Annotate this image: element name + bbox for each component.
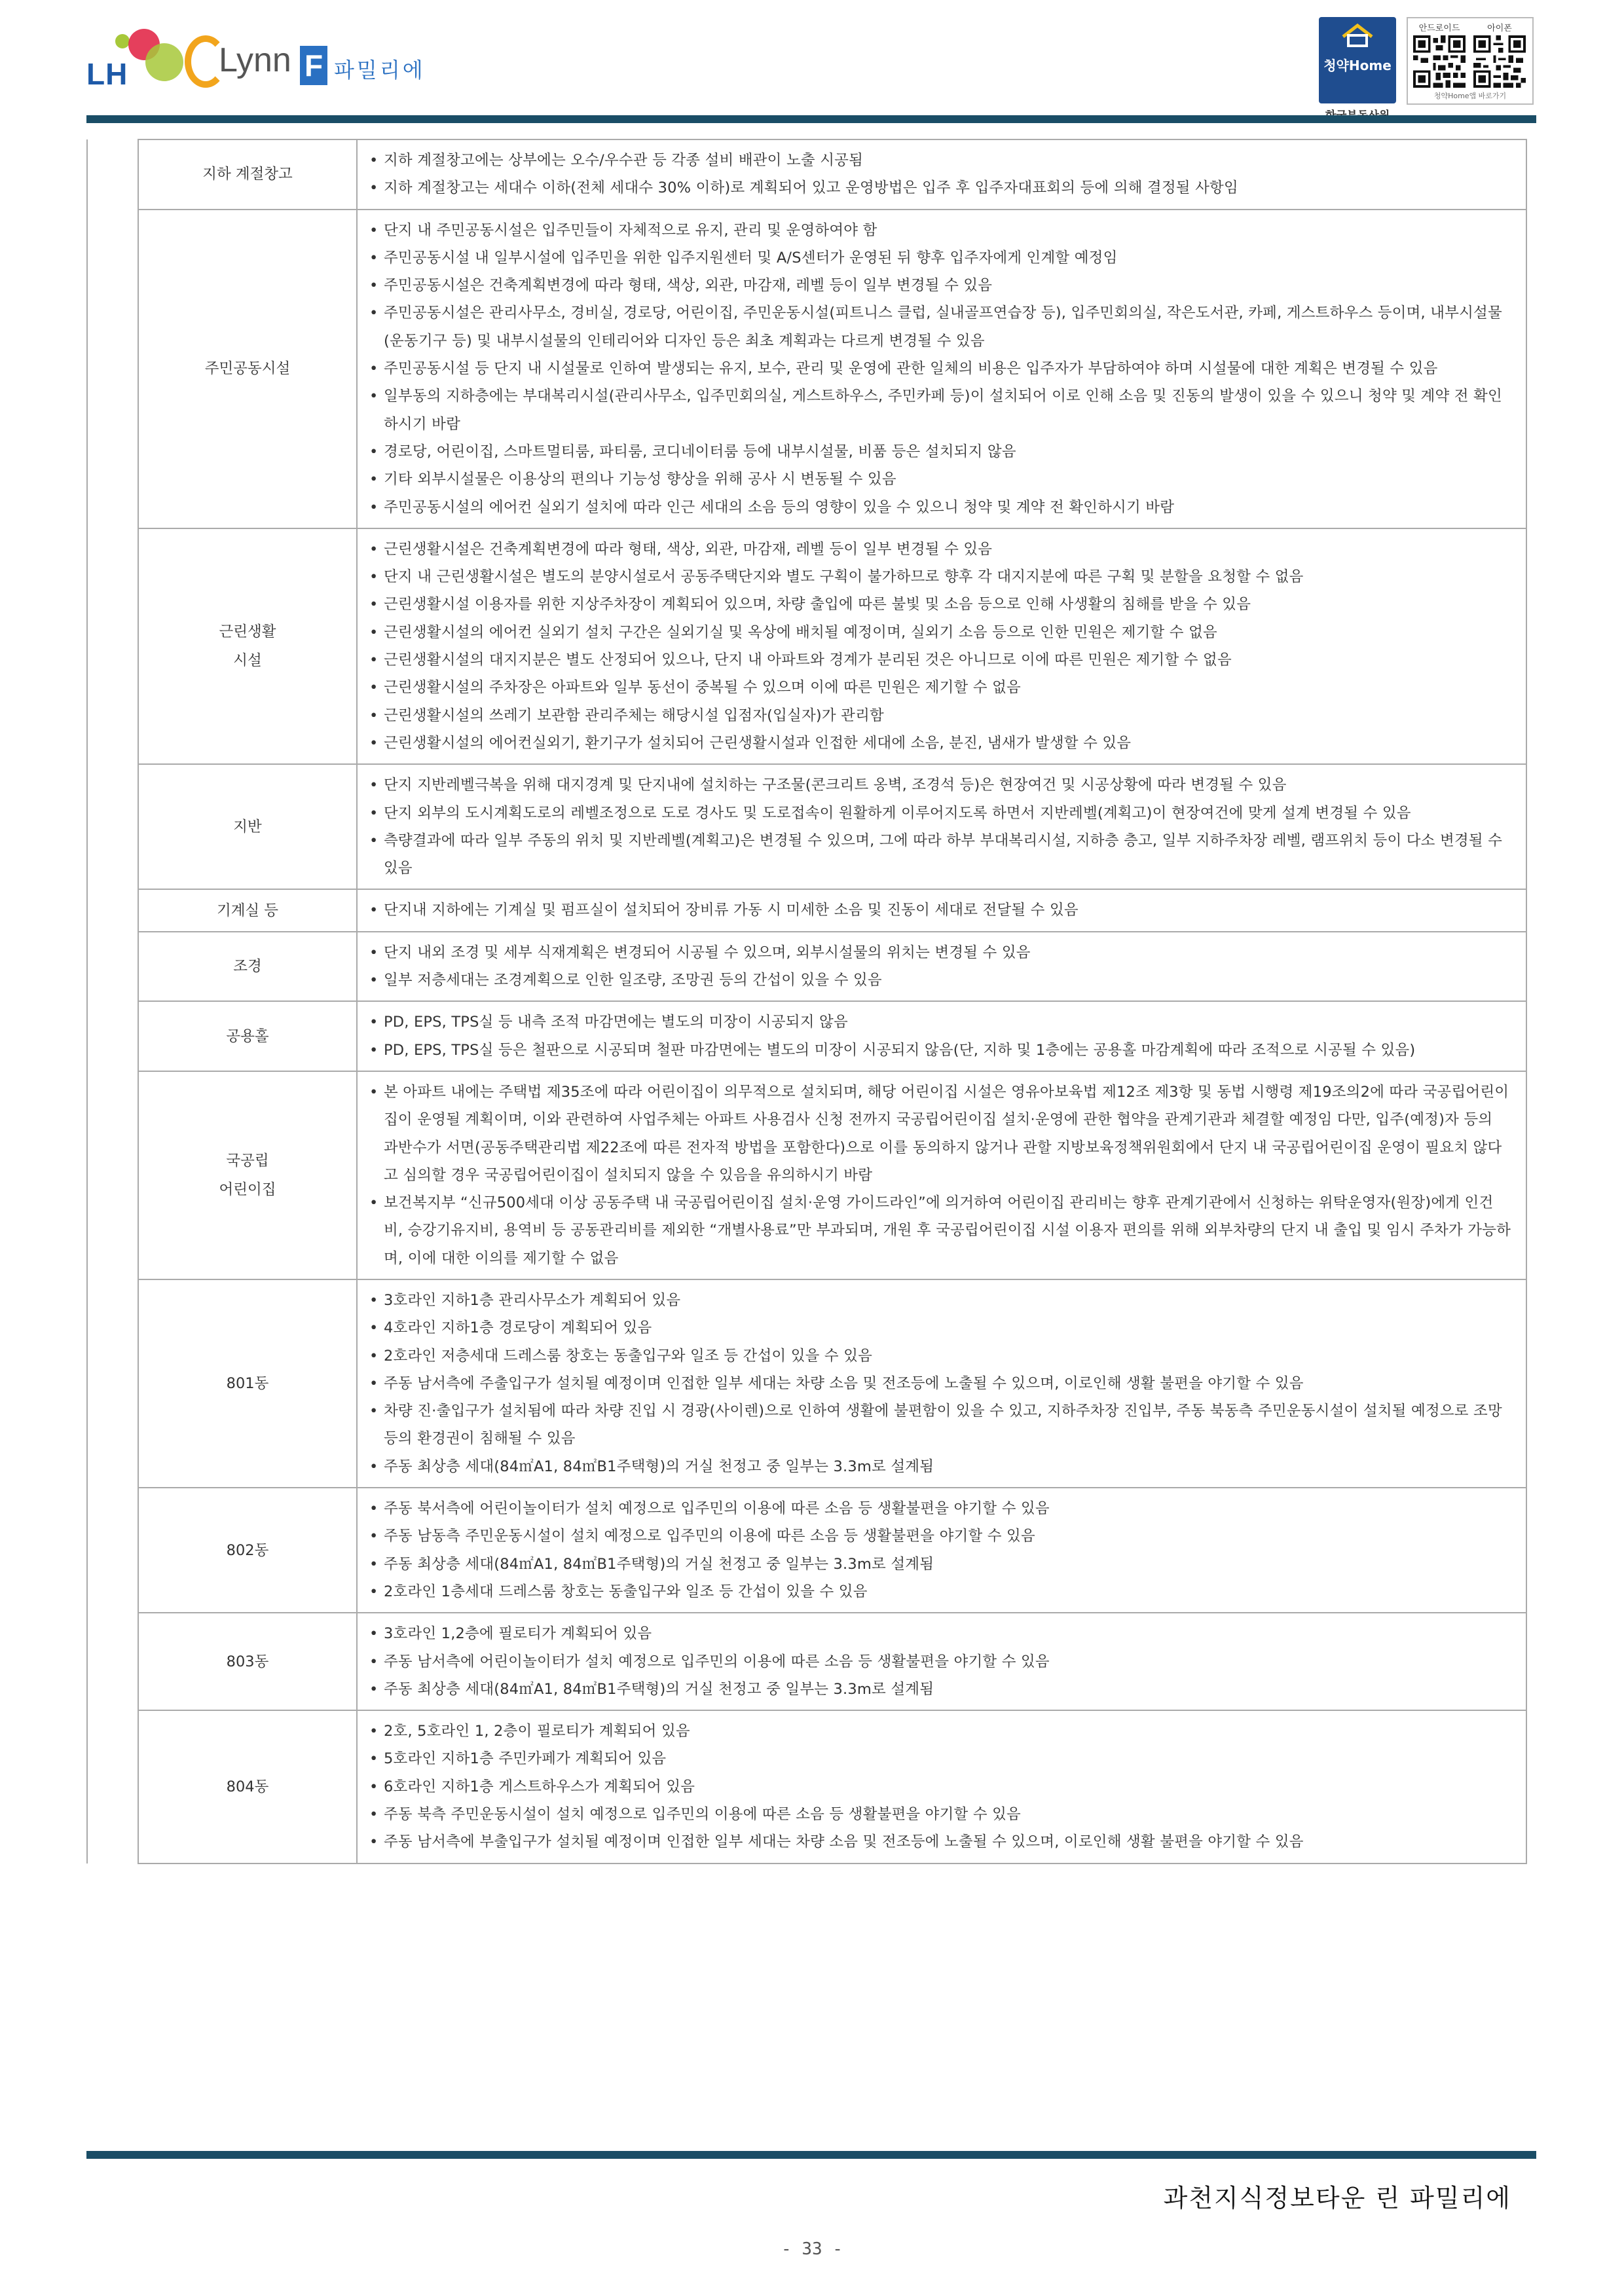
section-category	[138, 932, 357, 1002]
section-body	[357, 210, 1526, 528]
lh-logo-dot	[115, 34, 130, 48]
notice-item: • 주민공동시설은 건축계획변경에 따라 형태, 색상, 외관, 마감재, 레벨 등이 일부 변경될 수 있음	[369, 272, 1511, 299]
notice-item: • 기타 외부시설물은 이용상의 편의나 기능성 향상을 위해 공사 시 변동될 수 있음	[369, 466, 1511, 493]
notice-item: • 2호라인 저층세대 드레스룸 창호는 동출입구와 일조 등 간섭이 있을 수 있음	[369, 1342, 1511, 1370]
notice-item: • 주동 최상층 세대(84㎡A1, 84㎡B1주택형)의 거실 천정고 중 일부는 3.3m로 설계됨	[369, 1676, 1511, 1703]
lh-logo	[86, 29, 191, 94]
section-category	[138, 139, 357, 210]
family-logo-mark: F	[300, 46, 327, 85]
notice-section-row	[87, 1071, 1526, 1279]
notice-item-list	[369, 217, 1511, 521]
section-category	[138, 1279, 357, 1488]
notice-item: • 단지내 지하에는 기계실 및 펌프실이 설치되어 장비류 가동 시 미세한 소음 및 진동이 세대로 전달될 수 있음	[369, 896, 1511, 924]
notice-item: • 측량결과에 따라 일부 주동의 위치 및 지반레벨(계획고)은 변경될 수 있으며, 그에 따라 하부 부대복리시설, 지하층 층고, 일부 지하주차장 레벨, 램프위치 등이 다소 변경될 수 있음	[369, 827, 1511, 883]
footer-rule	[86, 2151, 1536, 2159]
cheongyak-home-label: 청약Home	[1323, 58, 1392, 73]
section-category-label: 근린생활 시설	[219, 623, 276, 670]
notice-section-row	[87, 1279, 1526, 1488]
notice-item: • 주민공동시설 내 일부시설에 입주민을 위한 입주지원센터 및 A/S센터가 운영된 뒤 향후 입주자에게 인계할 예정임	[369, 244, 1511, 272]
section-category-label: 803동	[226, 1653, 269, 1670]
section-body	[357, 1001, 1526, 1071]
notice-item: • 단지 외부의 도시계획도로의 레벨조정으로 도로 경사도 및 도로접속이 원활하게 이루어지도록 하면서 지반레벨(계획고)이 현장여건에 맞게 설계 변경될 수 있음	[369, 799, 1511, 827]
section-body	[357, 139, 1526, 210]
page-number: - 33 -	[781, 2239, 843, 2259]
notice-item: • 경로당, 어린이집, 스마트멀티룸, 파티룸, 코디네이터룸 등에 내부시설물, 비품 등은 설치되지 않음	[369, 438, 1511, 466]
family-logo	[300, 46, 431, 92]
section-category	[138, 210, 357, 528]
section-body	[357, 1488, 1526, 1613]
notice-item: • 주동 남서측에 주출입구가 설치될 예정이며 인접한 일부 세대는 차량 소음 및 전조등에 노출될 수 있으며, 이로인해 생활 불편을 야기할 수 있음	[369, 1370, 1511, 1397]
section-category	[138, 1071, 357, 1279]
notice-item: • 지하 계절창고는 세대수 이하(전체 세대수 30% 이하)로 계획되어 있고 운영방법은 입주 후 입주자대표회의 등에 의해 결정될 사항임	[369, 174, 1511, 202]
notice-item: • 근린생활시설 이용자를 위한 지상주차장이 계획되어 있으며, 차량 출입에 따른 불빛 및 소음 등으로 인해 사생활의 침해를 받을 수 있음	[369, 591, 1511, 618]
notice-item: • 주민공동시설은 관리사무소, 경비실, 경로당, 어린이집, 주민운동시설(피트니스 클럽, 실내골프연습장 등), 입주민회의실, 작은도서관, 카페, 게스트하우스 등이며, 내부시설물(운동기구 등) 및 내부시설물의 인테리어와 디자인 등은 최초 계획과는 다르게 변경될 수 있음	[369, 299, 1511, 355]
app-qr-codes	[1407, 17, 1534, 105]
notice-item: • 주민공동시설의 에어컨 실외기 설치에 따라 인근 세대의 소음 등의 영향이 있을 수 있으니 청약 및 계약 전 확인하시기 바람	[369, 494, 1511, 521]
section-category	[138, 1001, 357, 1071]
notice-item: • 지하 계절창고에는 상부에는 오수/우수관 등 각종 설비 배관이 노출 시공됨	[369, 147, 1511, 174]
lynn-logo-text: Lynn	[219, 41, 291, 79]
qr-ios-label: 아이폰	[1487, 24, 1512, 33]
notice-item: • 주동 북측 주민운동시설이 설치 예정으로 입주민의 이용에 따른 소음 등 생활불편을 야기할 수 있음	[369, 1801, 1511, 1828]
notice-item-list	[369, 536, 1511, 757]
notice-item: • 주동 남서측에 부출입구가 설치될 예정이며 인접한 일부 세대는 차량 소음 및 전조등에 노출될 수 있으며, 이로인해 생활 불편을 야기할 수 있음	[369, 1828, 1511, 1856]
notice-item: • 근린생활시설의 쓰레기 보관함 관리주체는 해당시설 입점자(입실자)가 관리함	[369, 702, 1511, 729]
notice-item-list	[369, 939, 1511, 995]
section-body	[357, 1613, 1526, 1710]
notice-item: • 단지 내 근린생활시설은 별도의 분양시설로서 공동주택단지와 별도 구획이 불가하므로 향후 각 대지지분에 따른 구획 및 분할을 요청할 수 없음	[369, 563, 1511, 591]
notice-item: • 주민공동시설 등 단지 내 시설물로 인하여 발생되는 유지, 보수, 관리 및 운영에 관한 일체의 비용은 입주자가 부담하여야 하며 시설물에 대한 계획은 변경될 수 있음	[369, 355, 1511, 382]
section-category-label: 지하 계절창고	[202, 166, 293, 183]
notice-item: • 주동 남서측에 어린이놀이터가 설치 예정으로 입주민의 이용에 따른 소음 등 생활불편을 야기할 수 있음	[369, 1648, 1511, 1676]
section-body	[357, 1279, 1526, 1488]
section-category	[138, 889, 357, 931]
notice-item-list	[369, 1620, 1511, 1703]
qr-code-android-icon[interactable]	[1413, 35, 1466, 88]
section-category-label: 지반	[233, 818, 262, 835]
section-category	[138, 1488, 357, 1613]
section-body	[357, 889, 1526, 931]
notice-item-list	[369, 1717, 1511, 1856]
notice-item-list	[369, 771, 1511, 882]
section-category	[138, 764, 357, 889]
lynn-logo	[185, 26, 309, 98]
notice-item: • 주동 남동측 주민운동시설이 설치 예정으로 입주민의 이용에 따른 소음 등 생활불편을 야기할 수 있음	[369, 1522, 1511, 1550]
notice-item: • 일부동의 지하층에는 부대복리시설(관리사무소, 입주민회의실, 게스트하우스, 주민카페 등)이 설치되어 이로 인해 소음 및 진동의 발생이 있을 수 있으니 청약 및 계약 전 확인하시기 바람	[369, 382, 1511, 438]
notice-item: • 5호라인 지하1층 주민카페가 계획되어 있음	[369, 1745, 1511, 1772]
notice-section-row	[87, 1488, 1526, 1613]
section-category-label: 기계실 등	[216, 902, 279, 919]
section-category	[138, 1710, 357, 1863]
notice-item: • 근린생활시설의 에어컨 실외기 설치 구간은 실외기실 및 옥상에 배치될 예정이며, 실외기 소음 등으로 인한 민원은 제기할 수 없음	[369, 619, 1511, 646]
family-logo-text: 파밀리에	[334, 58, 426, 83]
section-body	[357, 932, 1526, 1002]
section-body	[357, 1071, 1526, 1279]
notice-item: • 주동 최상층 세대(84㎡A1, 84㎡B1주택형)의 거실 천정고 중 일부는 3.3m로 설계됨	[369, 1453, 1511, 1480]
section-category	[138, 1613, 357, 1710]
notice-item: • 근린생활시설의 주차장은 아파트와 일부 동선이 중복될 수 있으며 이에 따른 민원은 제기할 수 없음	[369, 674, 1511, 701]
section-body	[357, 528, 1526, 764]
section-category	[138, 528, 357, 764]
page-header	[0, 0, 1624, 131]
notice-item: • PD, EPS, TPS실 등은 철판으로 시공되며 철판 마감면에는 별도의 미장이 시공되지 않음(단, 지하 및 1층에는 공용홀 마감계획에 따라 조적으로 시공될 수 있음)	[369, 1037, 1511, 1064]
notice-item: • 일부 저층세대는 조경계획으로 인한 일조량, 조망권 등의 간섭이 있을 수 있음	[369, 966, 1511, 994]
notice-item: • 단지 지반레벨극복을 위해 대지경계 및 단지내에 설치하는 구조물(콘크리트 옹벽, 조경석 등)은 현장여건 및 시공상황에 따라 변경될 수 있음	[369, 771, 1511, 799]
notice-section-row	[87, 210, 1526, 528]
section-body	[357, 764, 1526, 889]
notice-section-row	[87, 932, 1526, 1002]
notice-item: • 주동 최상층 세대(84㎡A1, 84㎡B1주택형)의 거실 천정고 중 일부는 3.3m로 설계됨	[369, 1551, 1511, 1578]
notice-item: • 차량 진·출입구가 설치됨에 따라 차량 진입 시 경광(사이렌)으로 인하여 생활에 불편함이 있을 수 있고, 지하주차장 진입부, 주동 북동측 주민운동시설이 설치될 예정으로 조망 등의 환경권이 침해될 수 있음	[369, 1397, 1511, 1453]
notice-section-row	[87, 1710, 1526, 1863]
notice-item: • 보건복지부 “신규500세대 이상 공동주택 내 국공립어린이집 설치·운영 가이드라인”에 의거하여 어린이집 관리비는 향후 관계기관에서 신청하는 위탁운영자(원장)에게 인건비, 승강기유지비, 용역비 등 공동관리비를 제외한 “개별사용료”만 부과되며, 개원 후 국공립어린이집 시설 이용자 편의를 위해 외부차량의 단지 내 출입 및 임시 주차가 가능하며, 이에 대한 이의를 제기할 수 없음	[369, 1189, 1511, 1272]
notice-item: • 2호라인 1층세대 드레스룸 창호는 동출입구와 일조 등 간섭이 있을 수 있음	[369, 1578, 1511, 1606]
notice-item: • 단지 내외 조경 및 세부 식재계획은 변경되어 시공될 수 있으며, 외부시설물의 위치는 변경될 수 있음	[369, 939, 1511, 966]
notice-section-row	[87, 889, 1526, 931]
notice-item: • 근린생활시설은 건축계획변경에 따라 형태, 색상, 외관, 마감재, 레벨 등이 일부 변경될 수 있음	[369, 536, 1511, 563]
section-category-label: 801동	[226, 1375, 269, 1393]
notice-section-row	[87, 528, 1526, 764]
notice-item: • 2호, 5호라인 1, 2층이 필로티가 계획되어 있음	[369, 1717, 1511, 1745]
cheongyak-home-logo	[1319, 17, 1396, 103]
footer-title: 과천지식정보타운 린 파밀리에	[1163, 2184, 1511, 2212]
notice-item: • 3호라인 지하1층 관리사무소가 계획되어 있음	[369, 1287, 1511, 1314]
notice-item-list	[369, 1287, 1511, 1480]
qr-footer-text: 청약Home앱 바로가기	[1433, 92, 1507, 100]
notice-item-list	[369, 1008, 1511, 1064]
section-category-label: 국공립 어린이집	[219, 1152, 276, 1198]
notice-item-list	[369, 896, 1511, 924]
section-category-label: 802동	[226, 1541, 269, 1559]
header-rule	[86, 115, 1536, 123]
notice-item: • 주동 북서측에 어린이놀이터가 설치 예정으로 입주민의 이용에 따른 소음 등 생활불편을 야기할 수 있음	[369, 1495, 1511, 1522]
lh-logo-dot	[145, 43, 183, 81]
notice-section-row	[87, 1001, 1526, 1071]
notice-item: • 4호라인 지하1층 경로당이 계획되어 있음	[369, 1314, 1511, 1342]
notice-item: • 3호라인 1,2층에 필로티가 계획되어 있음	[369, 1620, 1511, 1647]
section-category-label: 조경	[233, 958, 262, 976]
notice-section-row	[87, 1613, 1526, 1710]
notice-item: • 단지 내 주민공동시설은 입주민들이 자체적으로 유지, 관리 및 운영하여야 함	[369, 217, 1511, 244]
house-icon	[1341, 24, 1374, 47]
notice-table-body	[87, 139, 1526, 1864]
qr-android-label: 안드로이드	[1418, 24, 1460, 33]
lh-logo-text: LH	[86, 57, 128, 91]
notice-section-row	[87, 764, 1526, 889]
section-category-label: 공용홀	[226, 1027, 269, 1045]
notice-table	[86, 139, 1527, 1864]
notice-item: • 6호라인 지하1층 게스트하우스가 계획되어 있음	[369, 1773, 1511, 1801]
section-margin-column	[87, 139, 138, 1864]
notice-item: • PD, EPS, TPS실 등 내측 조적 마감면에는 별도의 미장이 시공되지 않음	[369, 1008, 1511, 1036]
notice-item: • 근린생활시설의 에어컨실외기, 환기구가 설치되어 근린생활시설과 인접한 세대에 소음, 분진, 냄새가 발생할 수 있음	[369, 729, 1511, 757]
notice-item-list	[369, 147, 1511, 202]
qr-code-ios-icon[interactable]	[1473, 35, 1526, 88]
notice-item: • 본 아파트 내에는 주택법 제35조에 따라 어린이집이 의무적으로 설치되며, 해당 어린이집 시설은 영유아보육법 제12조 제3항 및 동법 시행령 제19조의2에 따라 국공립어린이집이 운영될 계획이며, 이와 관련하여 사업주체는 아파트 사용검사 신청 전까지 국공립어린이집 설치·운영에 관한 협약을 관계기관과 체결할 예정임 다만, 입주(예정)자 등의 과반수가 서면(공동주택관리법 제22조에 따른 전자적 방법을 포함한다)으로 이를 동의하지 않거나 관할 지방보육정책위원회에서 단지 내 국공립어린이집 운영이 필요치 않다고 심의할 경우 국공립어린이집이 설치되지 않을 수 있음을 유의하시기 바람	[369, 1078, 1511, 1189]
notice-item: • 근린생활시설의 대지지분은 별도 산정되어 있으나, 단지 내 아파트와 경계가 분리된 것은 아니므로 이에 따른 민원은 제기할 수 없음	[369, 646, 1511, 674]
section-body	[357, 1710, 1526, 1863]
section-category-label: 804동	[226, 1778, 269, 1795]
notice-section-row	[87, 139, 1526, 210]
section-category-label: 주민공동시설	[204, 360, 291, 378]
notice-item-list	[369, 1495, 1511, 1606]
notice-item-list	[369, 1078, 1511, 1272]
